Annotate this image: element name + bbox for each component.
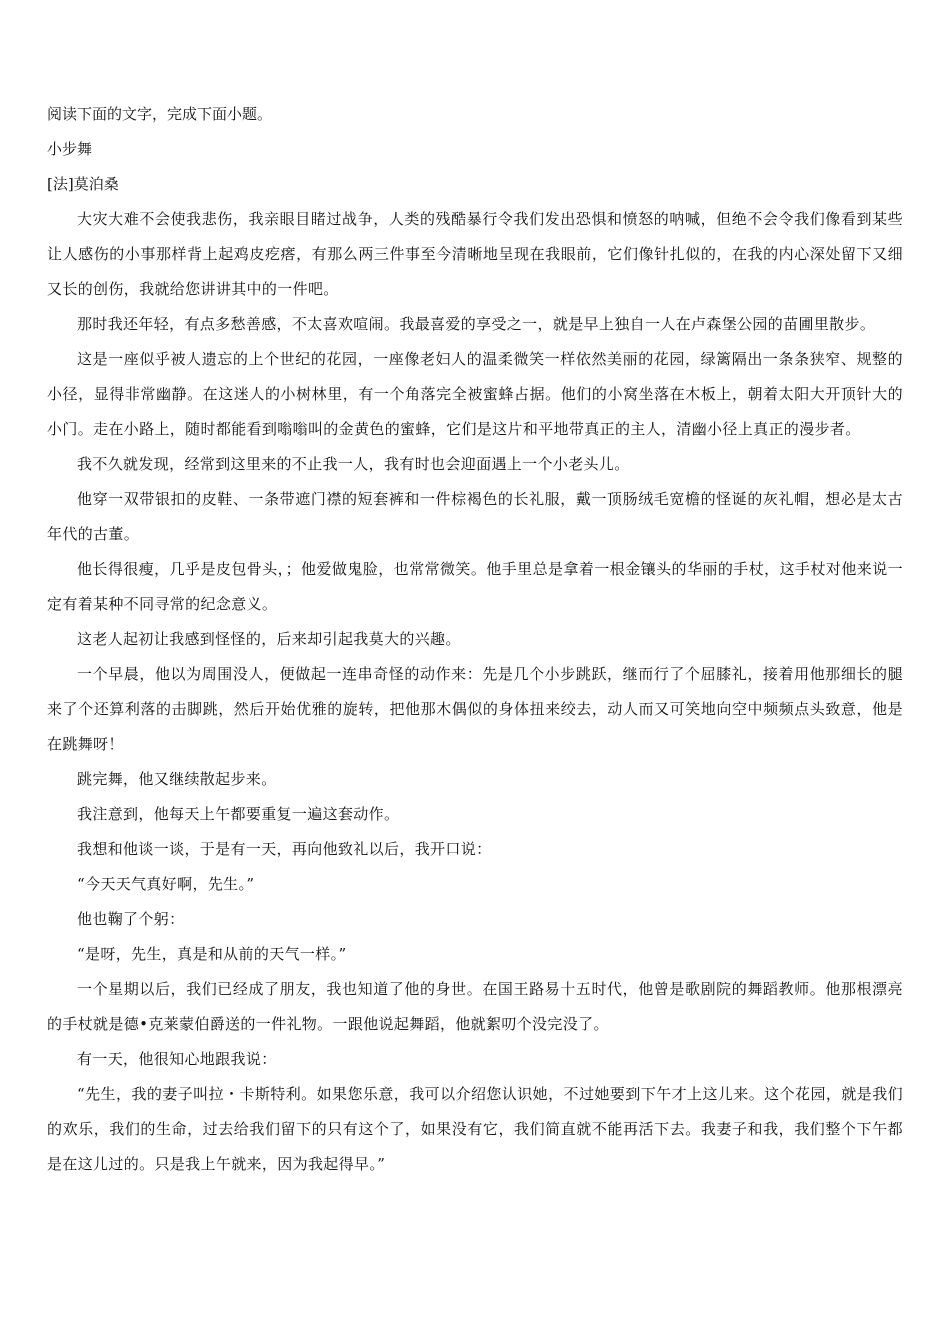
story-author: [法]莫泊桑 xyxy=(47,175,119,193)
paragraph-5: 他穿一双带银扣的皮鞋、一条带遮门襟的短套裤和一件棕褐色的长礼服，戴一顶肠绒毛宽檐的怪诞的灰礼帽，想必是太古年代的古董。 xyxy=(47,490,903,543)
paragraph-1: 大灾大难不会使我悲伤，我亲眼目睹过战争，人类的残酷暴行令我们发出恐惧和愤怒的呐喊，但绝不会令我们像看到某些让人感伤的小事那样背上起鸡皮疙瘩，有那么两三件事至今清晰地呈现在我眼前，它们像针扎似的，在我的内心深处留下又细又长的创伤，我就给您讲讲其中的一件吧。 xyxy=(47,210,903,298)
paragraph-17: “先生，我的妻子叫拉・卡斯特利。如果您乐意，我可以介绍您认识她，不过她要到下午才上这儿来。这个花园，就是我们的欢乐，我们的生命，过去给我们留下的只有这个了，如果没有它，我们简直就不能再活下去。我妻子和我，我们整个下午都是在这儿过的。只是我上午就来，因为我起得早。” xyxy=(47,1085,903,1173)
document-page xyxy=(47,97,903,1182)
paragraph-13: 他也鞠了个躬： xyxy=(77,910,185,928)
paragraph-7: 这老人起初让我感到怪怪的，后来却引起我莫大的兴趣。 xyxy=(77,630,461,648)
paragraph-10: 我注意到，他每天上午都要重复一遍这套动作。 xyxy=(77,805,400,823)
paragraph-4: 我不久就发现，经常到这里来的不止我一人，我有时也会迎面遇上一个小老头儿。 xyxy=(77,455,630,473)
instruction-text: 阅读下面的文字，完成下面小题。 xyxy=(47,105,273,123)
paragraph-9: 跳完舞，他又继续散起步来。 xyxy=(77,770,277,788)
story-title: 小步舞 xyxy=(47,140,93,158)
paragraph-14: “是呀，先生，真是和从前的天气一样。” xyxy=(77,945,347,963)
paragraph-6: 他长得很瘦，几乎是皮包骨头，；他爱做鬼脸，也常常微笑。他手里总是拿着一根金镶头的华丽的手杖，这手杖对他来说一定有着某种不同寻常的纪念意义。 xyxy=(47,560,903,613)
paragraph-3: 这是一座似乎被人遗忘的上个世纪的花园，一座像老妇人的温柔微笑一样依然美丽的花园，绿篱隔出一条条狭窄、规整的小径，显得非常幽静。在这迷人的小树林里，有一个角落完全被蜜蜂占据。他们的小窝坐落在木板上，朝着太阳大开顶针大的小门。走在小路上，随时都能看到嗡嗡叫的金黄色的蜜蜂，它们是这片和平地带真正的主人，清幽小径上真正的漫步者。 xyxy=(47,350,903,438)
paragraph-16: 有一天，他很知心地跟我说： xyxy=(77,1050,277,1068)
paragraph-11: 我想和他谈一谈，于是有一天，再向他致礼以后，我开口说： xyxy=(77,840,492,858)
paragraph-12: “今天天气真好啊，先生。” xyxy=(77,875,255,893)
paragraph-2: 那时我还年轻，有点多愁善感，不太喜欢喧闹。我最喜爱的享受之一，就是早上独自一人在卢森堡公园的苗圃里散步。 xyxy=(77,315,876,333)
paragraph-8: 一个早晨，他以为周围没人，便做起一连串奇怪的动作来：先是几个小步跳跃，继而行了个屈膝礼，接着用他那细长的腿来了个还算利落的击脚跳，然后开始优雅的旋转，把他那木偶似的身体扭来绞去，动人而又可笑地向空中频频点头致意，他是在跳舞呀！ xyxy=(47,665,903,753)
paragraph-15: 一个星期以后，我们已经成了朋友，我也知道了他的身世。在国王路易十五时代，他曾是歌剧院的舞蹈教师。他那根漂亮的手杖就是德•克莱蒙伯爵送的一件礼物。一跟他说起舞蹈，他就絮叨个没完没了。 xyxy=(47,980,903,1033)
